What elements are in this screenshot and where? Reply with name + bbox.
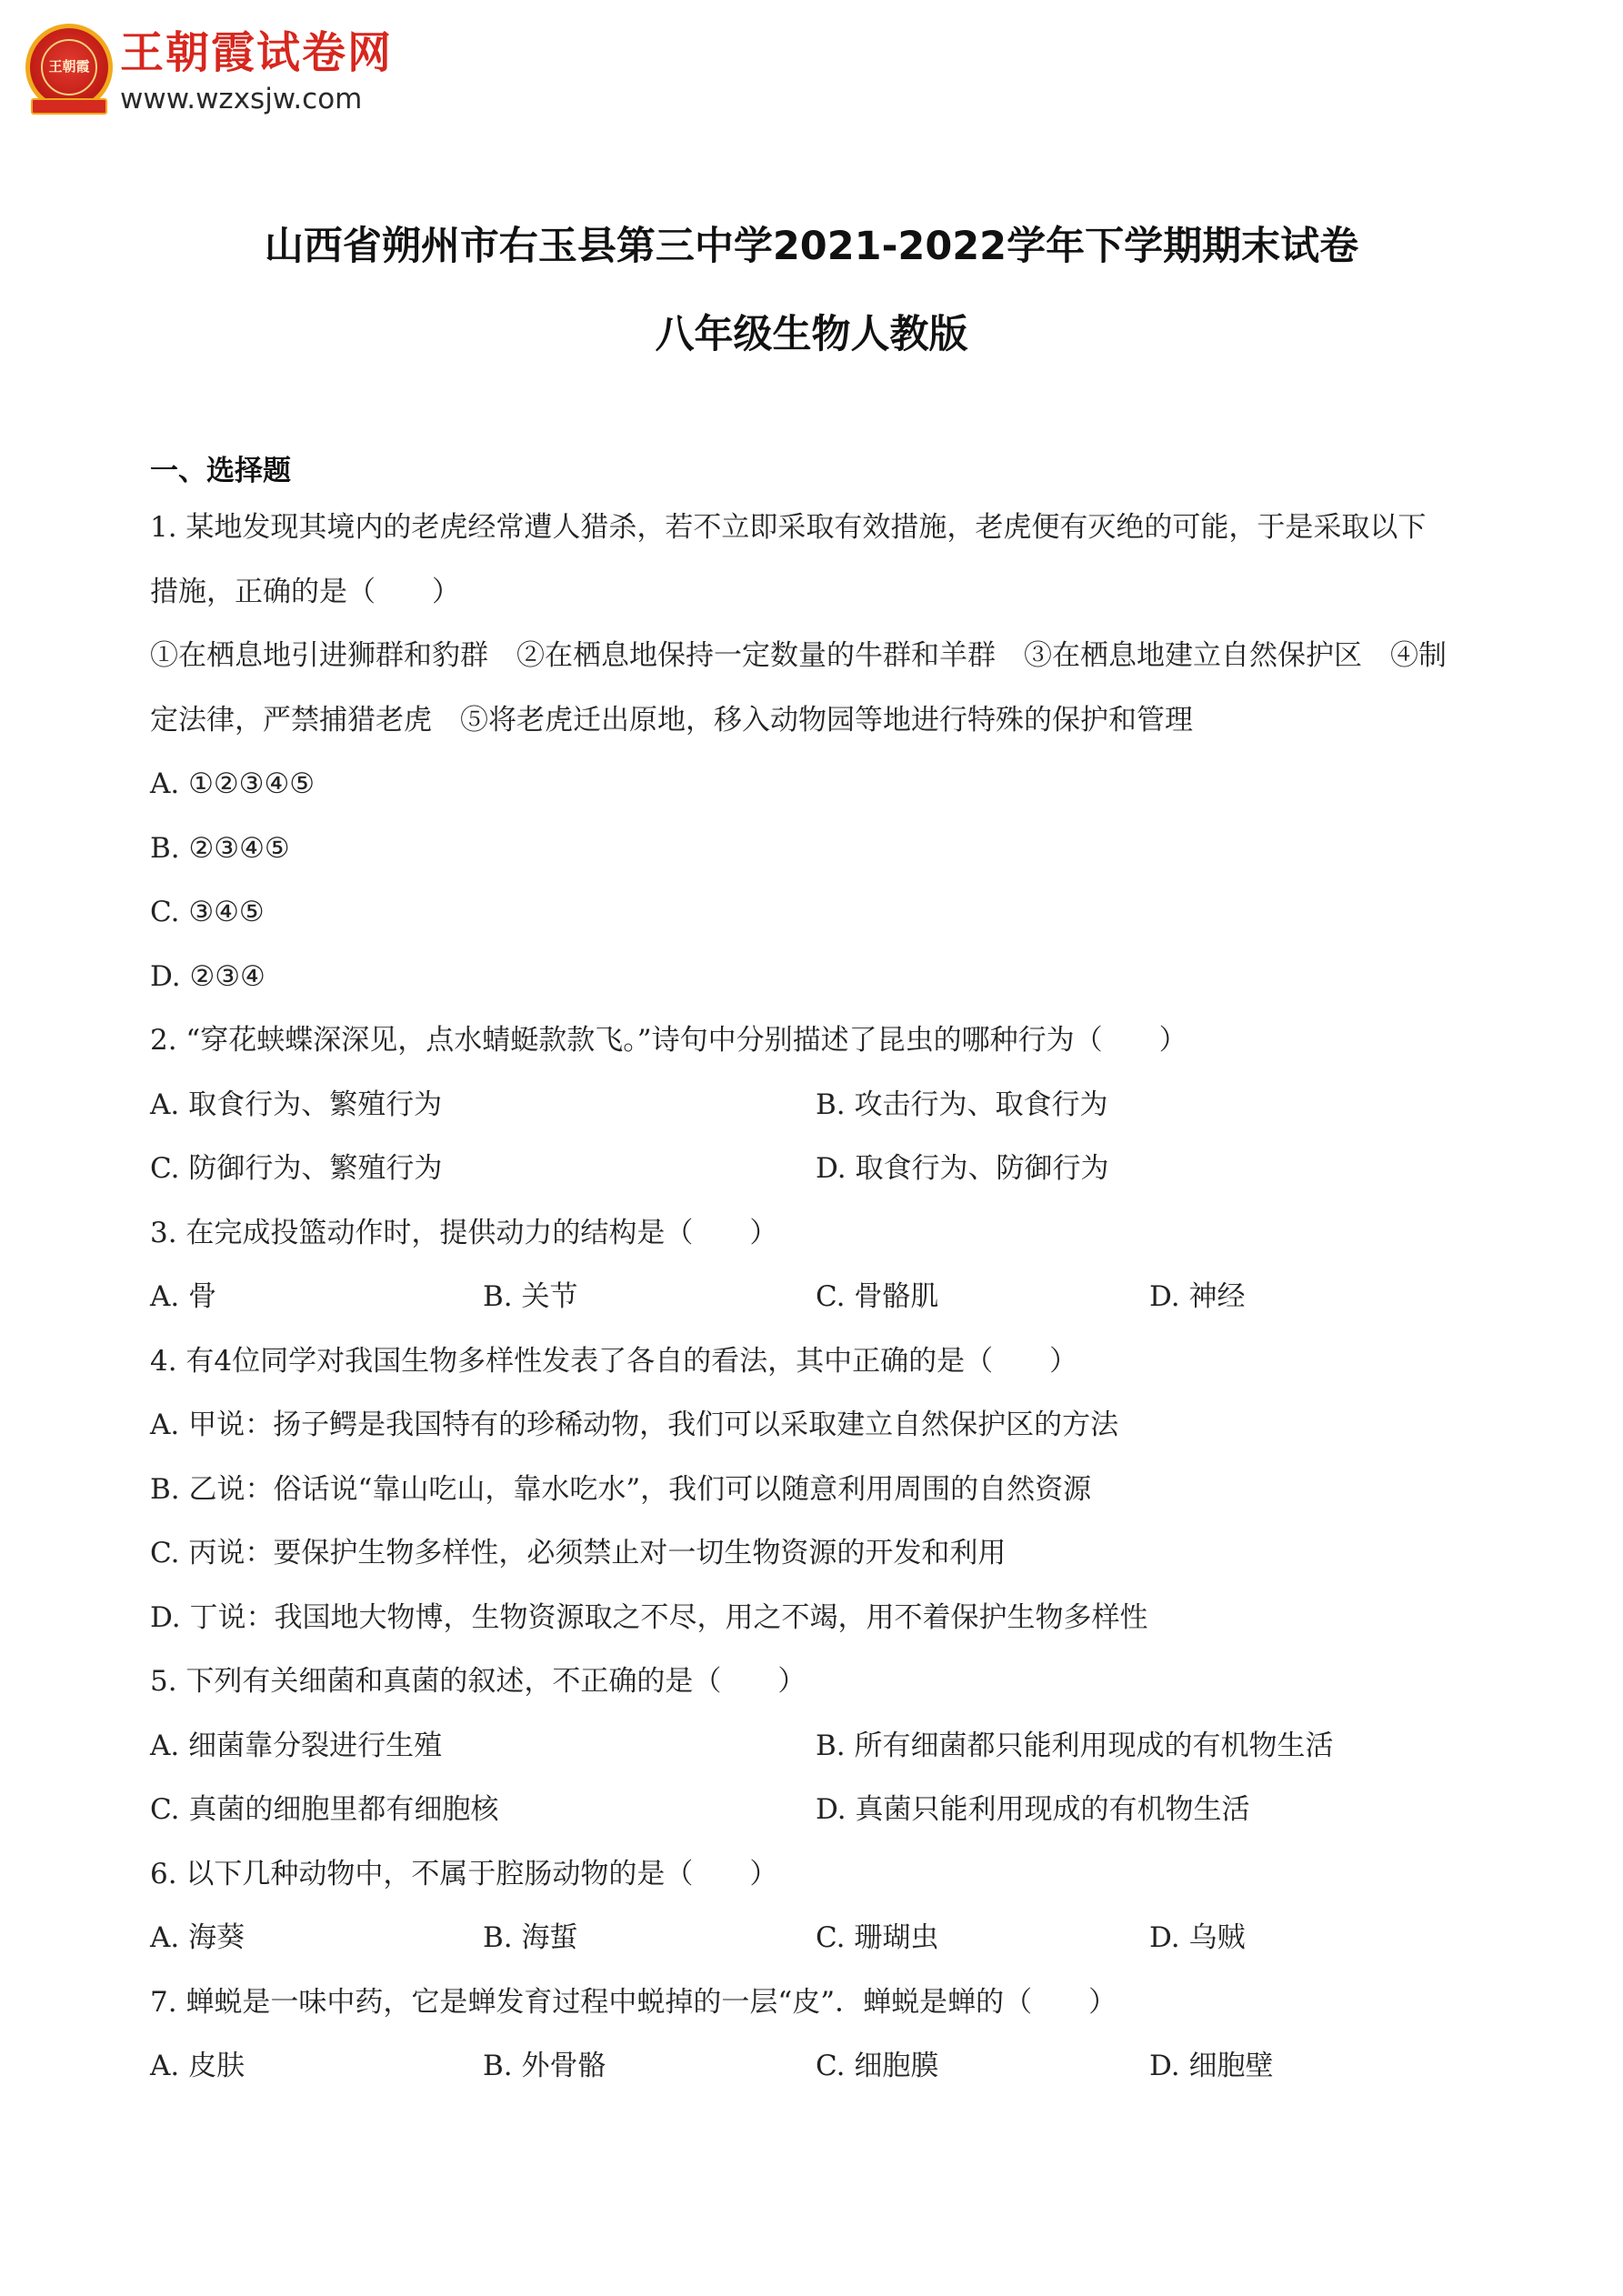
question-2-option-a: A. 取食行为、繁殖行为: [150, 1088, 443, 1121]
question-2-stem: 2. “穿花蛱蝶深深见，点水蜻蜓款款飞。”诗句中分别描述了昆虫的哪种行为（ ）: [150, 1024, 1187, 1057]
question-2-option-b: B. 攻击行为、取食行为: [816, 1088, 1108, 1121]
question-3-option-d: D. 神经: [1149, 1280, 1246, 1313]
question-5-option-c: C. 真菌的细胞里都有细胞核: [150, 1793, 499, 1826]
question-5-option-b: B. 所有细菌都只能利用现成的有机物生活: [816, 1730, 1334, 1762]
question-3-option-b: B. 关节: [483, 1280, 578, 1313]
question-7-option-b: B. 外骨骼: [483, 2050, 606, 2082]
question-4-option-b: B. 乙说：俗话说“靠山吃山，靠水吃水”，我们可以随意利用周围的自然资源: [150, 1473, 1092, 1506]
question-2-option-d: D. 取食行为、防御行为: [816, 1152, 1109, 1185]
question-5-stem: 5. 下列有关细菌和真菌的叙述，不正确的是（ ）: [150, 1665, 806, 1698]
question-6-stem: 6. 以下几种动物中，不属于腔肠动物的是（ ）: [150, 1858, 778, 1890]
question-5-option-d: D. 真菌只能利用现成的有机物生活: [816, 1793, 1250, 1826]
exam-title: 山西省朔州市右玉县第三中学2021-2022学年下学期期末试卷: [264, 224, 1359, 269]
question-1-option-b: B. ②③④⑤: [150, 832, 290, 865]
question-4-option-a: A. 甲说：扬子鳄是我国特有的珍稀动物，我们可以采取建立自然保护区的方法: [150, 1409, 1119, 1441]
question-1-option-a: A. ①②③④⑤: [150, 767, 316, 800]
question-1-stem-line-3: ①在栖息地引进狮群和豹群 ②在栖息地保持一定数量的牛群和羊群 ③在栖息地建立自然保护区 ④制: [150, 639, 1447, 672]
question-7-option-a: A. 皮肤: [150, 2050, 245, 2082]
question-5-option-a: A. 细菌靠分裂进行生殖: [150, 1730, 443, 1762]
question-4-option-d: D. 丁说：我国地大物博，生物资源取之不尽，用之不竭，用不着保护生物多样性: [150, 1601, 1148, 1634]
site-name: 王朝霞试卷网: [120, 27, 394, 78]
question-6-option-d: D. 乌贼: [1149, 1921, 1246, 1954]
question-3-stem: 3. 在完成投篮动作时，提供动力的结构是（ ）: [150, 1217, 778, 1249]
question-6-option-b: B. 海蜇: [483, 1921, 578, 1954]
exam-subtitle: 八年级生物人教版: [655, 312, 968, 357]
question-1-option-c: C. ③④⑤: [150, 896, 265, 928]
question-7-stem: 7. 蝉蜕是一味中药，它是蝉发育过程中蜕掉的一层“皮”．蝉蜕是蝉的（ ）: [150, 1986, 1117, 2019]
question-1-stem-line-4: 定法律，严禁捕猎老虎 ⑤将老虎迁出原地，移入动物园等地进行特殊的保护和管理: [150, 704, 1193, 737]
question-1-option-d: D. ②③④: [150, 960, 265, 993]
question-6-option-a: A. 海葵: [150, 1921, 245, 1954]
site-url: www.wzxsjw.com: [120, 83, 363, 115]
question-2-option-c: C. 防御行为、繁殖行为: [150, 1152, 443, 1185]
question-3-option-c: C. 骨骼肌: [816, 1280, 939, 1313]
logo-badge-text: 王朝霞: [41, 39, 97, 95]
logo-ribbon: [31, 98, 107, 115]
site-logo: [25, 24, 407, 124]
question-7-option-c: C. 细胞膜: [816, 2050, 939, 2082]
section-heading: 一、选择题: [150, 455, 291, 487]
question-3-option-a: A. 骨: [150, 1280, 217, 1313]
question-4-option-c: C. 丙说：要保护生物多样性，必须禁止对一切生物资源的开发和利用: [150, 1537, 1007, 1569]
question-4-stem: 4. 有4位同学对我国生物多样性发表了各自的看法，其中正确的是（ ）: [150, 1345, 1078, 1378]
question-1-stem-line-1: 1. 某地发现其境内的老虎经常遭人猎杀，若不立即采取有效措施，老虎便有灭绝的可能，于是采取以下: [150, 511, 1427, 544]
question-1-stem-line-2: 措施，正确的是（ ）: [150, 576, 460, 608]
question-7-option-d: D. 细胞壁: [1149, 2050, 1274, 2082]
question-6-option-c: C. 珊瑚虫: [816, 1921, 939, 1954]
